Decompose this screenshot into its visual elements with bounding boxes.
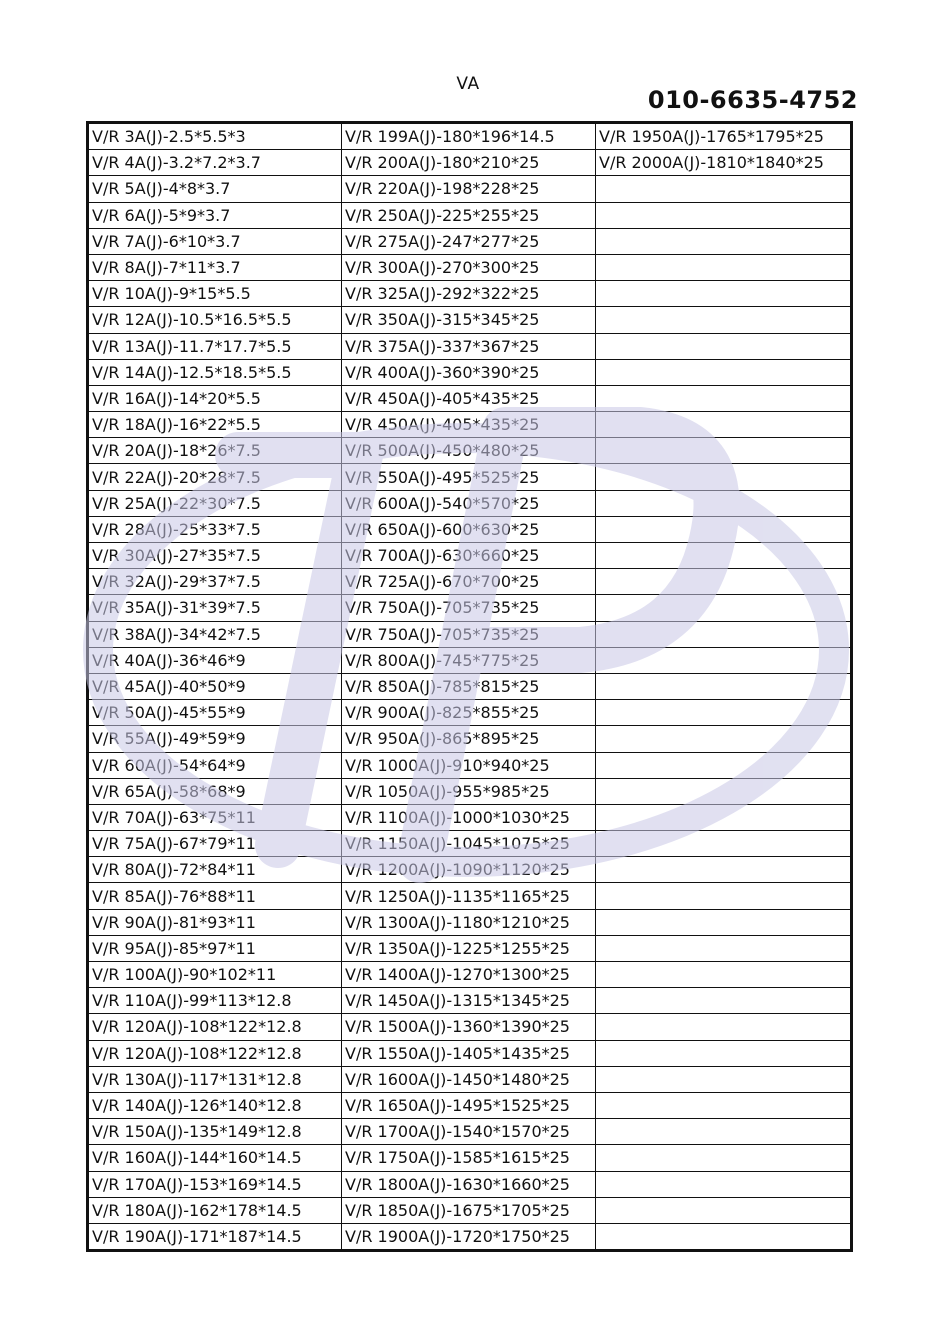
table-cell — [596, 883, 852, 909]
table-cell: V/R 750A(J)-705*735*25 — [342, 621, 596, 647]
table-cell: V/R 7A(J)-6*10*3.7 — [88, 228, 342, 254]
table-cell: V/R 90A(J)-81*93*11 — [88, 909, 342, 935]
table-row — [88, 1066, 852, 1092]
table-cell: V/R 85A(J)-76*88*11 — [88, 883, 342, 909]
table-cell — [596, 700, 852, 726]
page-title: VA — [456, 74, 480, 94]
table-cell: V/R 1250A(J)-1135*1165*25 — [342, 883, 596, 909]
table-row — [88, 778, 852, 804]
table-cell — [596, 804, 852, 830]
table-cell — [596, 831, 852, 857]
table-cell: V/R 1450A(J)-1315*1345*25 — [342, 988, 596, 1014]
table-row — [88, 621, 852, 647]
table-cell — [596, 254, 852, 280]
table-cell — [596, 333, 852, 359]
table-cell: V/R 725A(J)-670*700*25 — [342, 569, 596, 595]
table-cell — [596, 673, 852, 699]
table-cell: V/R 1400A(J)-1270*1300*25 — [342, 962, 596, 988]
table-row — [88, 1014, 852, 1040]
table-cell: V/R 6A(J)-5*9*3.7 — [88, 202, 342, 228]
table-cell: V/R 199A(J)-180*196*14.5 — [342, 123, 596, 150]
table-row — [88, 1145, 852, 1171]
table-row — [88, 673, 852, 699]
table-row — [88, 752, 852, 778]
table-cell: V/R 750A(J)-705*735*25 — [342, 595, 596, 621]
table-cell: V/R 22A(J)-20*28*7.5 — [88, 464, 342, 490]
table-cell — [596, 1040, 852, 1066]
table-cell: V/R 600A(J)-540*570*25 — [342, 490, 596, 516]
table-row — [88, 412, 852, 438]
table-cell: V/R 130A(J)-117*131*12.8 — [88, 1066, 342, 1092]
table-cell: V/R 120A(J)-108*122*12.8 — [88, 1040, 342, 1066]
table-cell: V/R 45A(J)-40*50*9 — [88, 673, 342, 699]
table-row — [88, 1119, 852, 1145]
table-cell: V/R 350A(J)-315*345*25 — [342, 307, 596, 333]
table-cell: V/R 65A(J)-58*68*9 — [88, 778, 342, 804]
table-cell — [596, 202, 852, 228]
table-cell: V/R 3A(J)-2.5*5.5*3 — [88, 123, 342, 150]
table-cell: V/R 1850A(J)-1675*1705*25 — [342, 1197, 596, 1223]
table-row — [88, 1092, 852, 1118]
table-cell — [596, 1223, 852, 1250]
table-cell — [596, 935, 852, 961]
table-row — [88, 438, 852, 464]
table-cell: V/R 170A(J)-153*169*14.5 — [88, 1171, 342, 1197]
table-cell — [596, 647, 852, 673]
table-cell — [596, 621, 852, 647]
table-cell — [596, 438, 852, 464]
table-cell — [596, 543, 852, 569]
table-row — [88, 647, 852, 673]
table-row — [88, 150, 852, 176]
table-row — [88, 569, 852, 595]
table-cell — [596, 1119, 852, 1145]
table-cell — [596, 1066, 852, 1092]
table-cell — [596, 490, 852, 516]
table-row — [88, 1223, 852, 1250]
table-cell: V/R 1050A(J)-955*985*25 — [342, 778, 596, 804]
table-cell: V/R 60A(J)-54*64*9 — [88, 752, 342, 778]
table-row — [88, 1197, 852, 1223]
table-cell: V/R 70A(J)-63*75*11 — [88, 804, 342, 830]
table-row — [88, 1171, 852, 1197]
table-row — [88, 202, 852, 228]
table-cell — [596, 778, 852, 804]
table-row — [88, 176, 852, 202]
table-cell — [596, 726, 852, 752]
table-cell: V/R 1300A(J)-1180*1210*25 — [342, 909, 596, 935]
table-cell: V/R 650A(J)-600*630*25 — [342, 516, 596, 542]
table-cell: V/R 75A(J)-67*79*11 — [88, 831, 342, 857]
table-cell: V/R 150A(J)-135*149*12.8 — [88, 1119, 342, 1145]
table-row — [88, 385, 852, 411]
table-cell — [596, 1014, 852, 1040]
table-cell: V/R 160A(J)-144*160*14.5 — [88, 1145, 342, 1171]
table-row — [88, 254, 852, 280]
table-row — [88, 1040, 852, 1066]
table-cell: V/R 1650A(J)-1495*1525*25 — [342, 1092, 596, 1118]
table-row — [88, 595, 852, 621]
table-cell: V/R 1900A(J)-1720*1750*25 — [342, 1223, 596, 1250]
table-cell — [596, 516, 852, 542]
table-row — [88, 935, 852, 961]
table-row — [88, 962, 852, 988]
table-cell: V/R 8A(J)-7*11*3.7 — [88, 254, 342, 280]
table-cell: V/R 550A(J)-495*525*25 — [342, 464, 596, 490]
table-cell — [596, 1092, 852, 1118]
table-cell — [596, 176, 852, 202]
table-cell: V/R 850A(J)-785*815*25 — [342, 673, 596, 699]
table-cell: V/R 300A(J)-270*300*25 — [342, 254, 596, 280]
table-cell: V/R 100A(J)-90*102*11 — [88, 962, 342, 988]
table-cell — [596, 1197, 852, 1223]
table-cell — [596, 1171, 852, 1197]
table-cell: V/R 375A(J)-337*367*25 — [342, 333, 596, 359]
table-cell: V/R 40A(J)-36*46*9 — [88, 647, 342, 673]
table-cell: V/R 28A(J)-25*33*7.5 — [88, 516, 342, 542]
table-row — [88, 228, 852, 254]
table-row — [88, 543, 852, 569]
table-cell — [596, 595, 852, 621]
table-cell: V/R 4A(J)-3.2*7.2*3.7 — [88, 150, 342, 176]
table-cell: V/R 275A(J)-247*277*25 — [342, 228, 596, 254]
table-cell: V/R 80A(J)-72*84*11 — [88, 857, 342, 883]
table-cell: V/R 14A(J)-12.5*18.5*5.5 — [88, 359, 342, 385]
table-cell: V/R 1600A(J)-1450*1480*25 — [342, 1066, 596, 1092]
table-cell: V/R 450A(J)-405*435*25 — [342, 412, 596, 438]
table-cell: V/R 1150A(J)-1045*1075*25 — [342, 831, 596, 857]
table-cell — [596, 1145, 852, 1171]
table-row — [88, 804, 852, 830]
table-cell: V/R 30A(J)-27*35*7.5 — [88, 543, 342, 569]
table-cell: V/R 18A(J)-16*22*5.5 — [88, 412, 342, 438]
table-cell: V/R 950A(J)-865*895*25 — [342, 726, 596, 752]
table-cell: V/R 250A(J)-225*255*25 — [342, 202, 596, 228]
table-cell: V/R 700A(J)-630*660*25 — [342, 543, 596, 569]
table-cell: V/R 35A(J)-31*39*7.5 — [88, 595, 342, 621]
table-cell: V/R 500A(J)-450*480*25 — [342, 438, 596, 464]
table-cell — [596, 307, 852, 333]
table-cell — [596, 385, 852, 411]
table-cell: V/R 12A(J)-10.5*16.5*5.5 — [88, 307, 342, 333]
table-cell: V/R 325A(J)-292*322*25 — [342, 281, 596, 307]
table-cell — [596, 281, 852, 307]
table-row — [88, 359, 852, 385]
table-row — [88, 883, 852, 909]
table-row — [88, 726, 852, 752]
spec-table-body — [88, 123, 852, 1251]
spec-table — [86, 121, 853, 1252]
table-cell — [596, 962, 852, 988]
table-row — [88, 490, 852, 516]
table-row — [88, 831, 852, 857]
table-row — [88, 464, 852, 490]
table-cell: V/R 55A(J)-49*59*9 — [88, 726, 342, 752]
table-cell — [596, 464, 852, 490]
table-cell: V/R 400A(J)-360*390*25 — [342, 359, 596, 385]
table-cell: V/R 1550A(J)-1405*1435*25 — [342, 1040, 596, 1066]
table-cell — [596, 752, 852, 778]
table-cell: V/R 190A(J)-171*187*14.5 — [88, 1223, 342, 1250]
table-cell — [596, 988, 852, 1014]
table-cell: V/R 32A(J)-29*37*7.5 — [88, 569, 342, 595]
table-cell: V/R 450A(J)-405*435*25 — [342, 385, 596, 411]
table-cell: V/R 16A(J)-14*20*5.5 — [88, 385, 342, 411]
table-cell — [596, 359, 852, 385]
table-cell: V/R 95A(J)-85*97*11 — [88, 935, 342, 961]
table-cell: V/R 1100A(J)-1000*1030*25 — [342, 804, 596, 830]
table-row — [88, 307, 852, 333]
table-cell: V/R 10A(J)-9*15*5.5 — [88, 281, 342, 307]
table-cell: V/R 1200A(J)-1090*1120*25 — [342, 857, 596, 883]
table-row — [88, 281, 852, 307]
table-row — [88, 909, 852, 935]
table-cell — [596, 857, 852, 883]
phone-number: 010-6635-4752 — [647, 86, 858, 114]
table-cell: V/R 2000A(J)-1810*1840*25 — [596, 150, 852, 176]
table-cell: V/R 1950A(J)-1765*1795*25 — [596, 123, 852, 150]
table-cell — [596, 412, 852, 438]
table-row — [88, 700, 852, 726]
table-cell: V/R 25A(J)-22*30*7.5 — [88, 490, 342, 516]
table-row — [88, 516, 852, 542]
table-cell: V/R 50A(J)-45*55*9 — [88, 700, 342, 726]
table-cell: V/R 1500A(J)-1360*1390*25 — [342, 1014, 596, 1040]
table-cell: V/R 180A(J)-162*178*14.5 — [88, 1197, 342, 1223]
table-cell: V/R 1700A(J)-1540*1570*25 — [342, 1119, 596, 1145]
table-row — [88, 123, 852, 150]
table-cell: V/R 1000A(J)-910*940*25 — [342, 752, 596, 778]
table-cell: V/R 13A(J)-11.7*17.7*5.5 — [88, 333, 342, 359]
table-row — [88, 333, 852, 359]
table-cell: V/R 38A(J)-34*42*7.5 — [88, 621, 342, 647]
table-cell: V/R 5A(J)-4*8*3.7 — [88, 176, 342, 202]
table-cell: V/R 1800A(J)-1630*1660*25 — [342, 1171, 596, 1197]
table-cell: V/R 200A(J)-180*210*25 — [342, 150, 596, 176]
table-cell: V/R 220A(J)-198*228*25 — [342, 176, 596, 202]
table-cell: V/R 1350A(J)-1225*1255*25 — [342, 935, 596, 961]
table-cell — [596, 228, 852, 254]
table-row — [88, 857, 852, 883]
table-cell: V/R 120A(J)-108*122*12.8 — [88, 1014, 342, 1040]
table-cell: V/R 110A(J)-99*113*12.8 — [88, 988, 342, 1014]
table-row — [88, 988, 852, 1014]
table-cell: V/R 900A(J)-825*855*25 — [342, 700, 596, 726]
table-cell — [596, 569, 852, 595]
table-cell: V/R 20A(J)-18*26*7.5 — [88, 438, 342, 464]
table-cell: V/R 1750A(J)-1585*1615*25 — [342, 1145, 596, 1171]
table-cell: V/R 140A(J)-126*140*12.8 — [88, 1092, 342, 1118]
table-cell — [596, 909, 852, 935]
table-cell: V/R 800A(J)-745*775*25 — [342, 647, 596, 673]
